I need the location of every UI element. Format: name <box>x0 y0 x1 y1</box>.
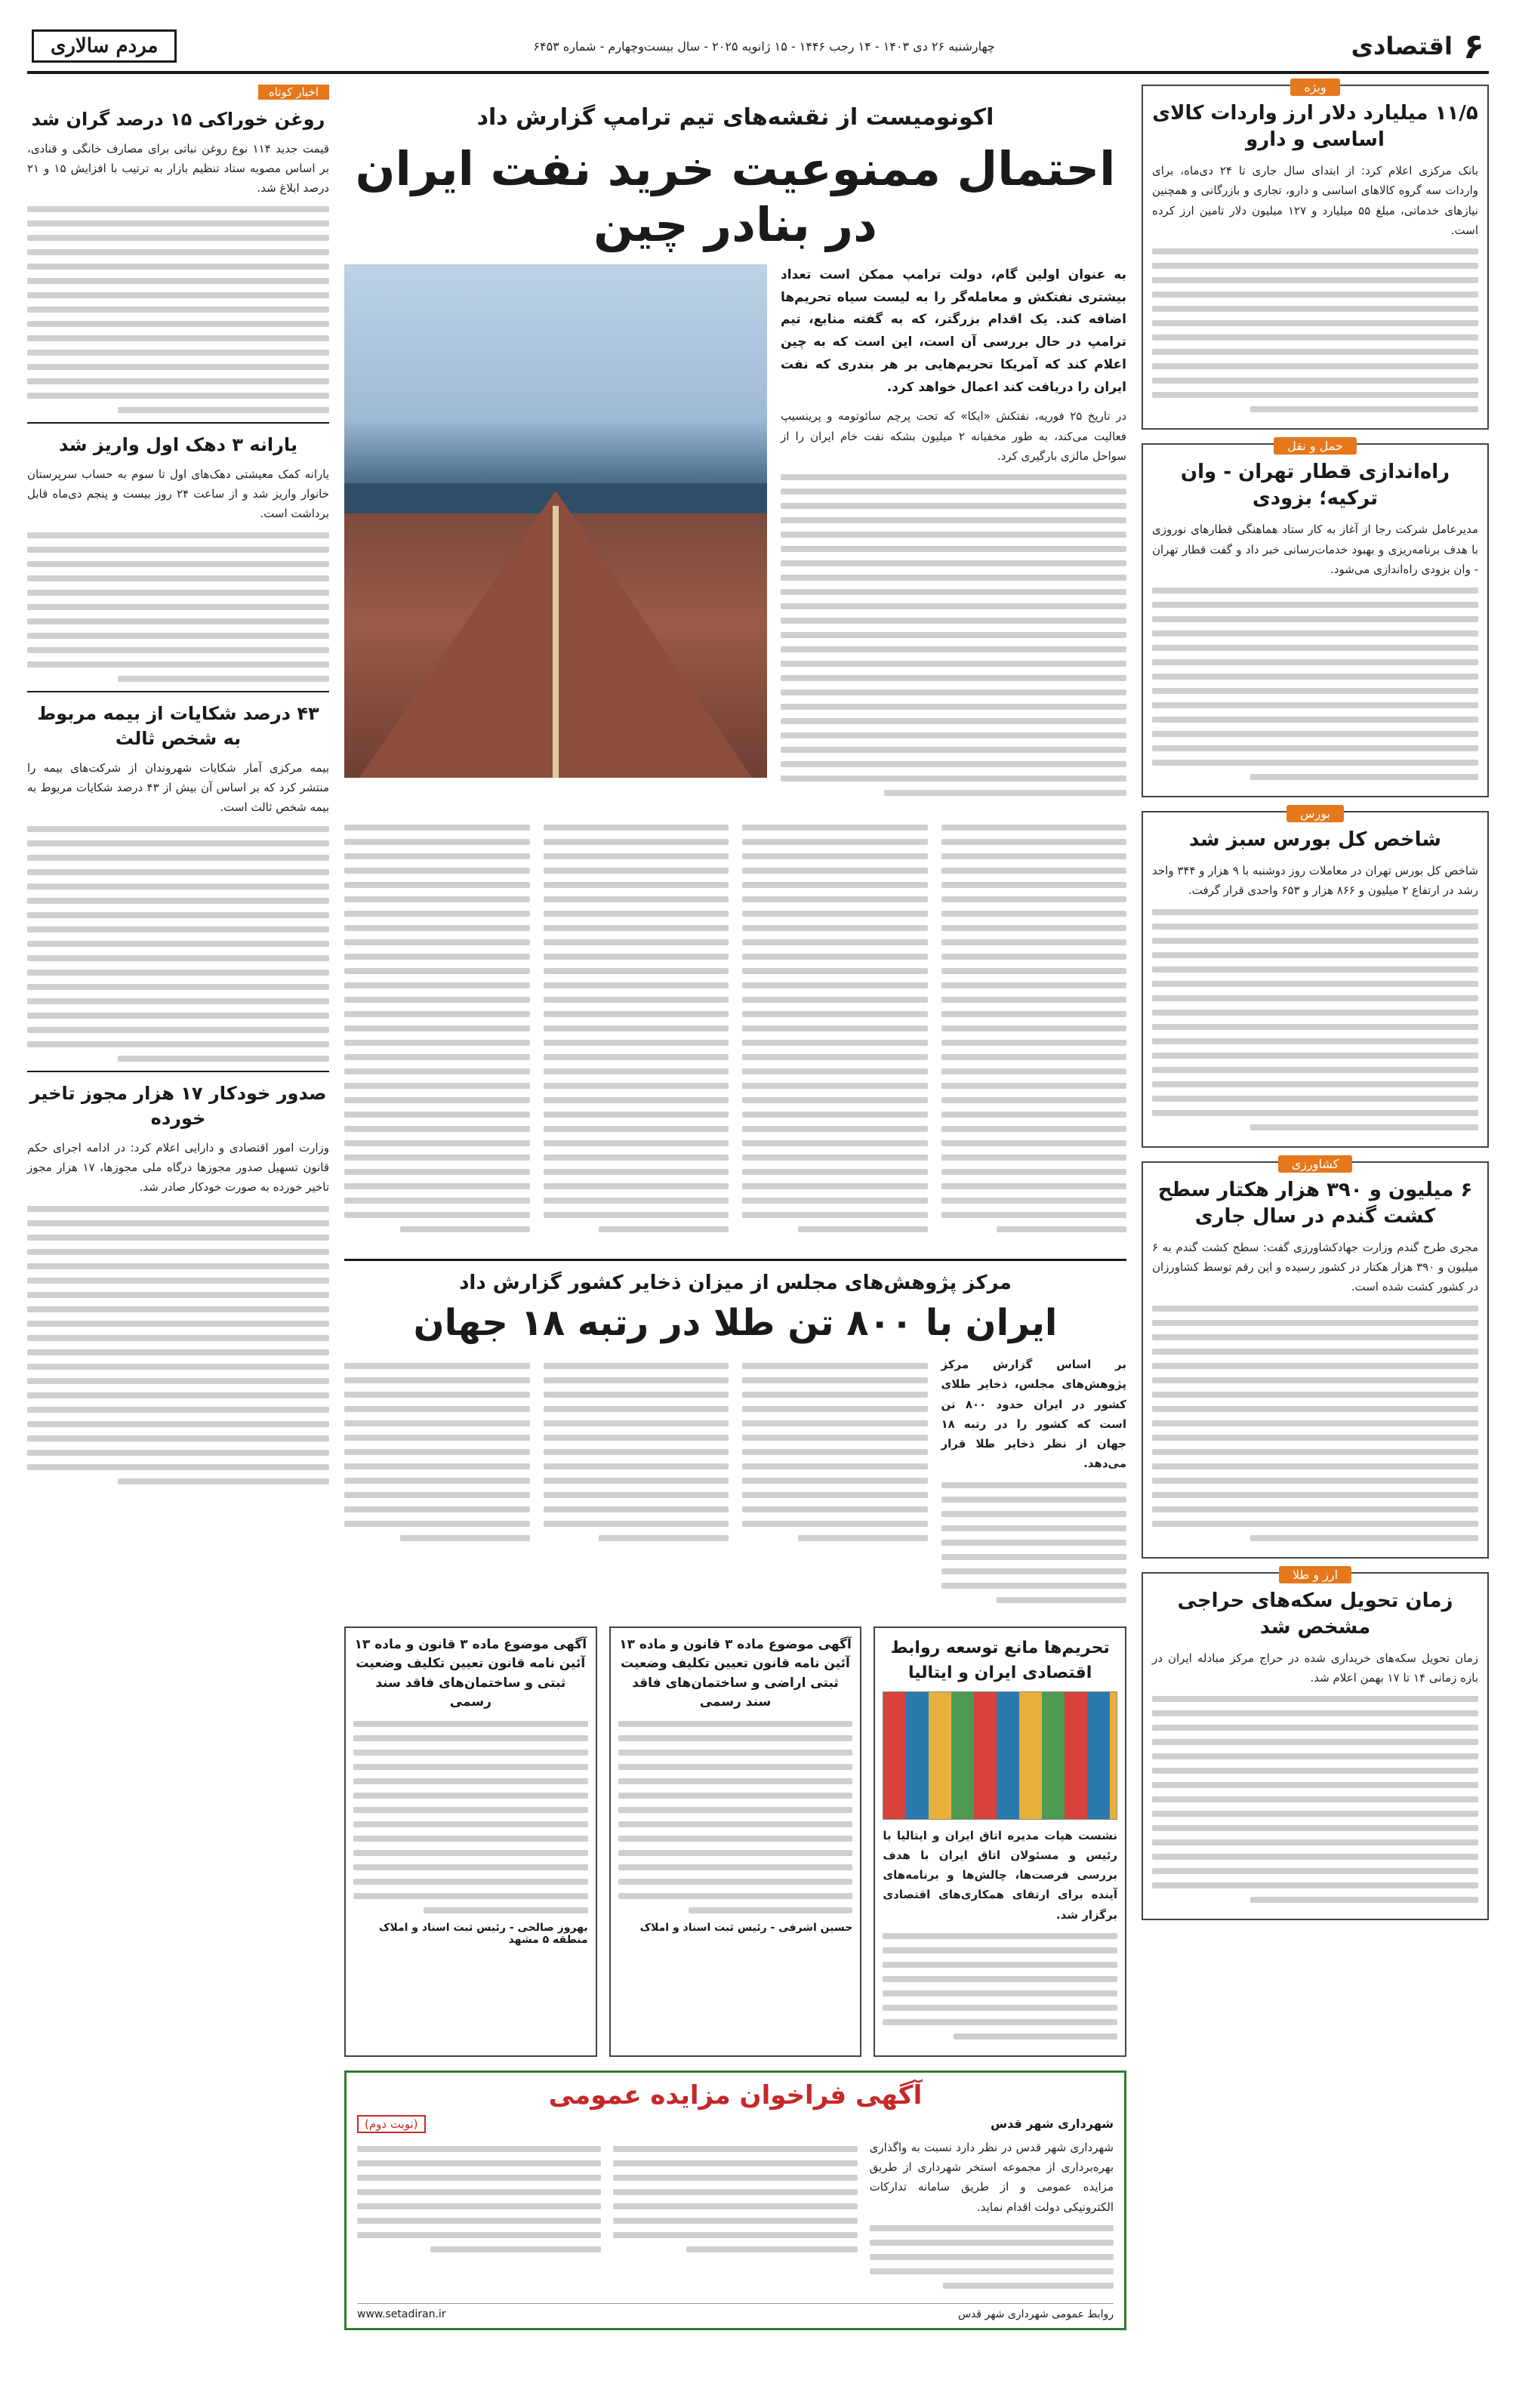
divider <box>27 1071 329 1072</box>
brief-insurance <box>27 701 329 1062</box>
main-column <box>344 85 1126 2385</box>
brief-lead: وزارت امور اقتصادی و دارایی اعلام کرد: در ادامه اجرای حکم قانون تسهیل صدور مجوزها درگاه ملی مجوزها، ۱۷ هزار مجوز تاخیر خورده به صورت خودکار صادر شد. <box>27 1140 329 1195</box>
text-column <box>941 1355 1127 1611</box>
auction-website-link[interactable]: www.setadiran.ir <box>357 2308 446 2320</box>
box-title: ۱۱/۵ میلیارد دلار ارز واردات کالای اساسی و دارو <box>1152 102 1478 152</box>
brief-title: صدور خودکار ۱۷ هزار مجوز تاخیر خورده <box>29 1082 327 1130</box>
brief-news-tag: اخبار کوتاه <box>258 85 329 100</box>
main-story-columns <box>344 816 1126 1241</box>
auction-text-column <box>357 2138 601 2297</box>
divider <box>27 422 329 424</box>
box-lead: شاخص کل بورس تهران در معاملات روز دوشنبه با ۹ هزار و ۳۴۴ واحد رشد در ارتفاع ۲ میلیون و ۸۶۶ هزار و ۶۵۳ واحدی قرار گرفت. <box>1152 864 1478 898</box>
main-story-paragraph: در تاریخ ۲۵ فوریه، نفتکش «ایکا» که تحت پرچم سائوتومه و پرینسیپ فعالیت می‌کند، به طور مخفیانه ۲ میلیون بشکه نفت خام ایران را از سواحل مالزی بارگیری کرد. <box>781 409 1127 463</box>
body-text-placeholder <box>1152 248 1478 412</box>
box-lead: مدیرعامل شرکت رجا از آغاز به کار ستاد هماهنگی قطارهای نوروزی با هدف برنامه‌ریزی و بهبود خدمات‌رسانی خبر داد و گفت قطار تهران - وان بزودی راه‌اندازی می‌شود. <box>1152 523 1478 576</box>
news-box-bourse <box>1142 806 1489 1148</box>
auction-org: شهرداری شهر قدس <box>990 2117 1114 2132</box>
notice-title: آگهی موضوع ماده ۳ قانون و ماده ۱۳ آئین نامه قانون تعیین تکلیف وضعیت ثبتی و ساختمان‌های فاقد سند رسمی <box>354 1636 587 1710</box>
main-story-text <box>781 264 1126 804</box>
news-box-wheat <box>1142 1156 1489 1559</box>
main-story-title: احتمال ممنوعیت خرید نفت ایران در بنادر چین <box>355 141 1116 253</box>
second-story-lead: بر اساس گزارش مرکز پژوهش‌های مجلس، ذخایر طلای کشور در ایران حدود ۸۰۰ تن است که کشور را در رتبه ۱۸ جهان از نظر ذخایر طلا قرار می‌دهد. <box>941 1358 1126 1471</box>
brief-permits <box>27 1081 329 1485</box>
divider <box>27 691 329 692</box>
body-text-placeholder <box>781 474 1126 796</box>
news-box-forex <box>1142 80 1489 430</box>
box-title: ۶ میلیون و ۳۹۰ هزار هکتار سطح کشت گندم در سال جاری <box>1157 1178 1473 1228</box>
section-title: اقتصادی <box>1351 32 1453 60</box>
box-kicker: ارز و طلا <box>1279 1566 1351 1583</box>
box-kicker: بورس <box>1286 805 1344 822</box>
legal-notice-1 <box>609 1626 862 2057</box>
box-kicker: ویژه <box>1290 79 1339 96</box>
brief-oil-price <box>27 107 329 413</box>
body-text-placeholder <box>1152 909 1478 1130</box>
brief-subsidy <box>27 433 329 681</box>
text-column <box>742 816 928 1241</box>
text-column <box>544 1355 729 1611</box>
text-column <box>742 1355 928 1611</box>
auction-notice <box>344 2070 1126 2330</box>
masthead-section <box>1351 26 1484 66</box>
italy-story <box>874 1626 1126 2057</box>
auction-footer-org: روابط عمومی شهرداری شهر قدس <box>957 2308 1114 2320</box>
auction-header <box>357 2115 1114 2133</box>
brief-title: ۴۳ درصد شکایات از بیمه مربوط به شخص ثالث <box>37 702 319 750</box>
brief-title: روغن خوراکی ۱۵ درصد گران شد <box>31 109 325 130</box>
issue-line: چهارشنبه ۲۶ دی ۱۴۰۳ - ۱۴ رجب ۱۴۴۶ - ۱۵ ژانویه ۲۰۲۵ - سال بیست‌وچهارم - شماره ۶۴۵۳ <box>533 39 995 54</box>
box-kicker: حمل و نقل <box>1274 437 1357 455</box>
box-lead: بانک مرکزی اعلام کرد: از ابتدای سال جاری تا ۲۴ دی‌ماه، برای واردات سه گروه کالاهای اساسی و دارو، تجاری و بازرگانی و همچنین نیازهای خدماتی، مبلغ ۵۵ میلیارد و ۱۲۷ میلیون دلار تامین ارز کرده است. <box>1152 164 1479 237</box>
main-story-kicker: اکونومیست از نقشه‌های تیم ترامپ گزارش داد <box>476 104 994 131</box>
box-title: راه‌اندازی قطار تهران - وان ترکیه؛ بزودی <box>1180 461 1450 510</box>
auction-round-tag: (نوبت دوم) <box>357 2115 426 2133</box>
news-box-coins <box>1142 1567 1489 1921</box>
notice-signature: حسین اشرفی - رئیس ثبت اسناد و املاک <box>639 1921 853 1934</box>
italy-story-lead: نشست هیات مدیره اتاق ایران و ایتالیا با رئیس و مسئولان اتاق ایران با هدف بررسی فرصت‌ها، چالش‌ها و برنامه‌های آینده برای ارتقای همکاری‌های اقتصادی برگزار شد. <box>883 1828 1117 1922</box>
second-story-body <box>344 1355 1126 1611</box>
auction-text-column <box>870 2138 1114 2297</box>
box-title: شاخص کل بورس سبز شد <box>1189 828 1441 852</box>
brief-title: یارانه ۳ دهک اول واریز شد <box>59 434 297 456</box>
italy-story-title: تحریم‌ها مانع توسعه روابط اقتصادی ایران و ایتالیا <box>890 1638 1110 1682</box>
newspaper-logo: مردم سالاری <box>32 29 177 63</box>
brief-lead: بیمه مرکزی آمار شکایات شهروندان از شرکت‌های بیمه را منتشر کرد که بر اساس آن بیش از ۴۳ درصد شکایات مربوط به بیمه شخص ثالث است. <box>27 760 329 815</box>
brief-lead: قیمت جدید ۱۱۴ نوع روغن نباتی برای مصارف خانگی و قنادی، بر اساس مصوبه ستاد تنظیم بازار به ترتیب با افزایش ۱۵ و ۲۱ درصد ابلاغ شد. <box>27 141 329 196</box>
oil-tanker-photo <box>344 264 767 778</box>
legal-notice-2 <box>344 1626 597 2057</box>
notice-signature: بهروز صالحی - رئیس ثبت اسناد و املاک منطقه ۵ مشهد <box>378 1921 588 1946</box>
page-number: ۶ <box>1462 26 1484 66</box>
box-lead: زمان تحویل سکه‌های خریداری شده در حراج مرکز مبادله ایران در بازه زمانی ۱۴ تا ۱۷ بهمن اعلام شد. <box>1152 1651 1478 1685</box>
auction-footer <box>357 2303 1114 2320</box>
news-box-train <box>1142 439 1489 797</box>
auction-text-column <box>613 2138 857 2297</box>
text-column <box>941 816 1127 1241</box>
auction-body <box>357 2138 1114 2297</box>
box-title: زمان تحویل سکه‌های حراجی مشخص شد <box>1177 1589 1453 1639</box>
second-story-title: ایران با ۸۰۰ تن طلا در رتبه ۱۸ جهان <box>413 1302 1058 1345</box>
text-column <box>544 816 729 1241</box>
text-column <box>344 816 530 1241</box>
box-lead: مجری طرح گندم وزارت جهادکشاورزی گفت: سطح کشت گندم به ۶ میلیون و ۳۹۰ هزار هکتار در کشور رسیده و این رقم توسط کشاورزان در کشور کشت شده است. <box>1152 1240 1478 1294</box>
left-column <box>27 85 329 2385</box>
box-kicker: کشاورزی <box>1278 1155 1352 1173</box>
notice-title: آگهی موضوع ماده ۳ قانون و ماده ۱۳ آئین نامه قانون تعیین تکلیف وضعیت ثبتی اراضی و ساختمان‌های فاقد سند رسمی <box>619 1636 852 1710</box>
shipping-containers-photo <box>883 1691 1117 1820</box>
second-story-kicker: مرکز پژوهش‌های مجلس از میزان ذخایر کشور گزارش داد <box>344 1259 1126 1294</box>
auction-title: آگهی فراخوان مزایده عمومی <box>548 2080 923 2110</box>
body-text-placeholder <box>1152 1696 1478 1903</box>
main-story-body <box>344 264 1126 804</box>
body-text-placeholder <box>1152 587 1478 780</box>
brief-lead: یارانه کمک معیشتی دهک‌های اول تا سوم به حساب سرپرستان خانوار واریز شد و از ساعت ۲۴ روز بیست و پنجم دی‌ماه قابل برداشت است. <box>27 467 330 521</box>
auction-lead: شهرداری شهر قدس در نظر دارد نسبت به واگذاری بهره‌برداری از مجموعه استخر شهرداری از طریق مزایده عمومی و از طریق سامانه تدارکات الکترونیکی دولت اقدام نماید. <box>869 2140 1114 2214</box>
body-text-placeholder <box>1152 1306 1478 1541</box>
right-column <box>1142 80 1489 2385</box>
main-story-lead: به عنوان اولین گام، دولت ترامپ ممکن است تعداد بیشتری نفتکش و معامله‌گر را به لیست سیاه تحریم‌ها اضافه کند. یک اقدام بزرگتر، که به گفته منابع، تیم ترامپ در حال بررسی آن است، این است که به چین اعلام کند که آمریکا تحریم‌هایی بر هر بندری که نفت ایران را دریافت کند اعمال خواهد کرد. <box>781 267 1126 395</box>
text-column <box>344 1355 530 1611</box>
masthead <box>27 21 1489 74</box>
bottom-row <box>344 1626 1126 2057</box>
